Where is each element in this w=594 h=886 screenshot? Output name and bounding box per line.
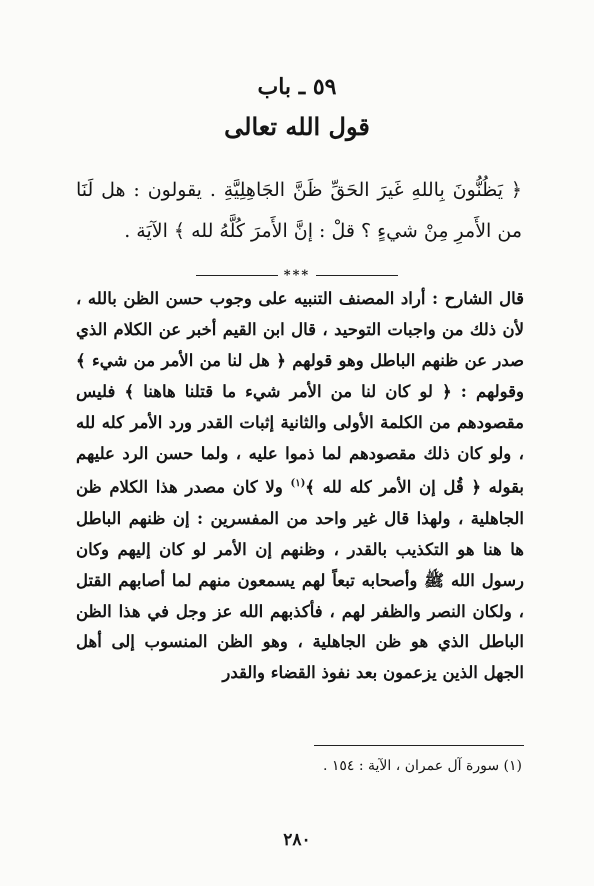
divider-line-right — [316, 275, 398, 276]
divider-line-left — [196, 275, 278, 276]
commentary-body — [76, 284, 524, 689]
commentary-paragraph — [76, 284, 524, 689]
commentary-text-part-1: قال الشارح : أراد المصنف التنبيه على وجوب حسن الظن بالله ، لأن ذلك من واجبات التوحيد ، قال ابن القيم أخبر عن الكلام الذي صدر عن ظنهم الباطل وهو قولهم ﴿ هل لنا من الأمر من شيء ﴾ وقولهم : ﴿ لو كان لنا من الأمر شيء ما قتلنا هاهنا ﴾ فليس مقصودهم من الكلمة الأولى والثانية إثبات القدر ورد الأمر كله لله ، ولو كان ذلك مقصودهم لما ذموا عليه ، ولما حسن الرد عليهم بقوله ﴿ قُل إن الأمر كله لله ﴾ — [76, 289, 525, 497]
quran-verse: ﴿ يَظُنُّونَ بِاللهِ غَيرَ الحَقِّ ظَنَّ الجَاهِلِيَّةِ . يقولون : هل لَنَا من الأَمرِ مِنْ شيءٍ ؟ قلْ : إنَّ الأَمرَ كُلَّهُ لله ﴾ الآيَة . — [76, 179, 522, 242]
chapter-title: قول الله تعالى — [224, 112, 370, 141]
footnote: (١) سورة آل عمران ، الآية : ١٥٤ . — [322, 758, 522, 774]
commentary-text-part-2: ولا كان مصدر هذا الكلام ظن الجاهلية ، ولهذا قال غير واحد من المفسرين : إن ظنهم الباطل ها هنا هو التكذيب بالقدر ، وظنهم إن الأمر لو كان إليهم وكان رسول الله ﷺ وأصحابه تبعاً لهم يسمعون منهم لما أصابهم القتل ، ولكان النصر والظفر لهم ، فأكذبهم الله عز وجل في هذا الظن الباطل الذي هو ظن الجاهلية ، وهو الظن المنسوب إلى أهل الجهل الذين يزعمون بعد نفوذ القضاء والقدر — [76, 477, 524, 683]
footnote-separator — [314, 745, 524, 746]
section-divider — [0, 268, 594, 283]
page-number: ٢٨٠ — [283, 830, 311, 850]
footnote-reference: (١) — [290, 478, 306, 490]
chapter-number: ٥٩ ـ باب — [257, 74, 337, 100]
divider-stars: *** — [283, 268, 311, 283]
